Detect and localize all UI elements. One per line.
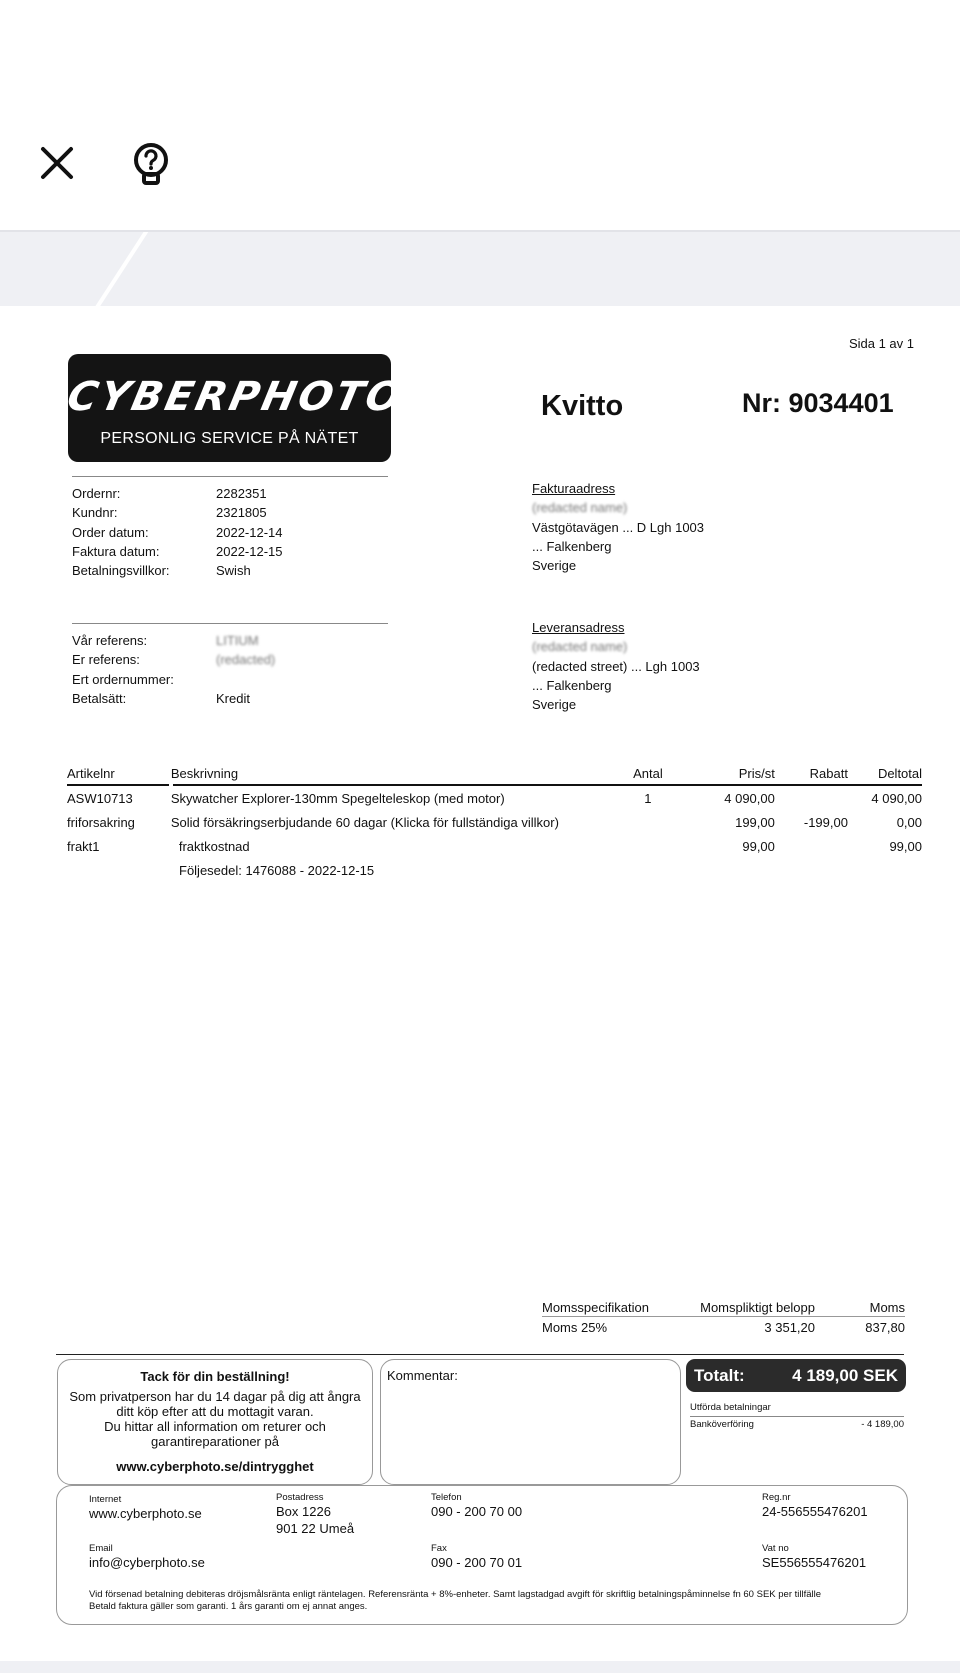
col-unit-price: Pris/st (738, 766, 775, 781)
cell-description: fraktkostnad (178, 838, 250, 854)
info-row-your-reference (72, 650, 388, 669)
document-number: Nr: 9034401 (742, 388, 894, 418)
receipt-document (0, 306, 960, 1661)
vat-specification (542, 1298, 905, 1338)
legal-text (89, 1589, 821, 1613)
info-value: 2321805 (216, 505, 267, 521)
footer-label: Fax (431, 1543, 447, 1554)
footer-reg (762, 1492, 868, 1520)
vat-col-base: Momspliktigt belopp (700, 1299, 815, 1315)
items-table (67, 764, 922, 882)
footer-email (89, 1543, 205, 1571)
footer-fax (431, 1543, 522, 1571)
thanks-line: ditt köp efter att du mottagit varan. (116, 1404, 314, 1419)
cell-subtotal: 0,00 (896, 814, 923, 830)
reference-info (72, 623, 388, 708)
footer-value: SE556555476201 (762, 1555, 867, 1570)
info-label: Ordernr: (72, 486, 121, 501)
help-button[interactable] (130, 141, 172, 187)
vat-amount: 837,80 (865, 1320, 905, 1335)
vat-col-spec: Momsspecifikation (542, 1299, 649, 1315)
thanks-line: garantireparationer på (151, 1434, 279, 1449)
footer-value: 090 - 200 70 00 (431, 1504, 523, 1519)
legal-line: Vid försenad betalning debiteras dröjsmålsränta enligt räntelagen. Referensränta + 8%-enheter. Samt lagstadgad avgift för skriftlig betalningspåminnelse fn 60 SEK per tillfälle (89, 1589, 822, 1600)
info-label: Betalningsvillkor: (72, 563, 170, 579)
footer-phone (431, 1492, 522, 1520)
footer-value: 090 - 200 70 01 (431, 1555, 523, 1570)
cell-description: Skywatcher Explorer-130mm Spegelteleskop (med motor) (170, 790, 505, 806)
info-value: LITIUM (216, 633, 259, 648)
billing-address (532, 479, 704, 575)
billing-address-title: Fakturaadress (532, 481, 616, 496)
lightbulb-help-icon (130, 141, 172, 187)
info-row-invoice-date (72, 542, 388, 561)
footer-value[interactable]: info@cyberphoto.se (89, 1555, 205, 1570)
footer-postal (276, 1492, 354, 1537)
comment-box (380, 1359, 681, 1485)
payment-method: Banköverföring (690, 1419, 754, 1430)
vat-col-vat: Moms (869, 1299, 905, 1315)
vat-base: 3 351,20 (764, 1320, 815, 1335)
info-label: Vår referens: (72, 633, 148, 648)
thanks-title: Tack för din beställning! (140, 1369, 290, 1384)
address-line: (redacted street) ... Lgh 1003 (532, 658, 700, 674)
footer-label: Reg.nr (762, 1492, 791, 1503)
address-line: Västgötavägen ... D Lgh 1003 (532, 519, 705, 535)
cell-discount: -199,00 (803, 814, 848, 830)
footer-label: Internet (89, 1494, 122, 1505)
info-value: (redacted) (216, 652, 276, 668)
delivery-address (532, 618, 700, 714)
cell-article: friforsakring (67, 814, 135, 830)
footer-label: Telefon (431, 1492, 462, 1503)
comment-label: Kommentar: (387, 1368, 458, 1383)
info-row-our-reference (72, 631, 388, 650)
info-row-payment-method (72, 689, 388, 708)
info-label: Kundnr: (72, 505, 118, 521)
thanks-box (57, 1359, 373, 1485)
delivery-note: Följesedel: 1476088 - 2022-12-15 (179, 862, 375, 878)
company-logo (63, 354, 408, 462)
payments-made (690, 1402, 904, 1430)
payments-title: Utförda betalningar (690, 1402, 904, 1417)
payment-row (690, 1417, 904, 1430)
cell-unit-price: 99,00 (742, 838, 775, 854)
table-row (67, 786, 922, 810)
info-label: Er referens: (72, 652, 140, 668)
info-row-customer-nr (72, 503, 388, 522)
cell-quantity: 1 (644, 790, 652, 806)
thanks-line: Som privatperson har du 14 dagar på dig att ångra (69, 1389, 361, 1404)
close-icon (38, 144, 76, 182)
total-box (686, 1359, 906, 1392)
cell-description: Solid försäkringserbjudande 60 dagar (Klicka för fullständiga villkor) (170, 814, 559, 830)
col-article: Artikelnr (67, 766, 115, 781)
col-subtotal: Deltotal (877, 766, 923, 781)
header-divider-gap (169, 783, 173, 787)
viewer-background (0, 230, 960, 306)
info-label: Faktura datum: (72, 543, 160, 559)
thanks-body (58, 1389, 372, 1449)
footer-value[interactable]: www.cyberphoto.se (89, 1506, 202, 1521)
order-info (72, 476, 388, 580)
address-line: ... Falkenberg (532, 538, 612, 554)
address-line: Sverige (532, 697, 577, 713)
cell-unit-price: 4 090,00 (724, 790, 775, 806)
vat-spec: Moms 25% (542, 1320, 608, 1335)
vat-row (542, 1317, 905, 1338)
legal-line: Betald faktura gäller som garanti. 1 års garanti om ej annat anges. (89, 1601, 368, 1612)
info-value: Swish (216, 563, 251, 579)
divider (56, 1354, 904, 1355)
address-line: Sverige (532, 558, 577, 574)
info-value: 2282351 (216, 486, 267, 501)
logo-tagline: PERSONLIG SERVICE PÅ NÄTET (100, 430, 359, 447)
footer-label: Email (89, 1543, 113, 1554)
col-description: Beskrivning (170, 766, 239, 781)
info-label: Betalsätt: (72, 690, 127, 706)
page-indicator: Sida 1 av 1 (848, 336, 914, 351)
items-table-header (67, 764, 922, 786)
viewer-background-bottom (0, 1661, 960, 1673)
address-line: ... Falkenberg (532, 677, 612, 693)
decorative-slash (90, 230, 153, 306)
cell-subtotal: 99,00 (889, 838, 922, 854)
document-type: Kvitto (541, 390, 624, 422)
total-label: Totalt: (694, 1365, 745, 1385)
footer-label: Postadress (276, 1492, 324, 1503)
table-row (67, 810, 922, 834)
info-label: Order datum: (72, 524, 149, 540)
delivery-note-row (67, 858, 922, 882)
address-line: (redacted name) (532, 500, 628, 516)
info-row-your-order-number (72, 670, 388, 689)
close-button[interactable] (38, 144, 76, 182)
info-value: 2022-12-14 (216, 524, 283, 540)
info-row-order-date (72, 523, 388, 542)
payment-amount: - 4 189,00 (861, 1419, 904, 1430)
col-quantity: Antal (633, 766, 663, 781)
info-row-payment-terms (72, 561, 388, 580)
thanks-line: Du hittar all information om returer och (104, 1419, 326, 1434)
info-value: 2022-12-15 (216, 543, 283, 559)
table-row (67, 834, 922, 858)
cell-article: ASW10713 (67, 790, 133, 806)
total-value: 4 189,00 SEK (792, 1365, 898, 1385)
vat-header (542, 1298, 905, 1317)
thanks-link[interactable]: www.cyberphoto.se/dintrygghet (116, 1459, 314, 1474)
info-label: Ert ordernummer: (72, 671, 174, 687)
cell-unit-price: 199,00 (735, 814, 775, 830)
footer-value: Box 1226 (276, 1504, 331, 1519)
logo-brand: CYBERPHOTO (63, 374, 408, 420)
company-footer (56, 1485, 908, 1625)
col-discount: Rabatt (809, 766, 848, 781)
cell-subtotal: 4 090,00 (871, 790, 923, 806)
footer-vat-no (762, 1543, 866, 1571)
cell-article: frakt1 (67, 838, 100, 854)
footer-label: Vat no (762, 1543, 789, 1554)
info-value: Kredit (216, 690, 250, 706)
delivery-address-title: Leveransadress (532, 620, 625, 635)
footer-internet (89, 1494, 202, 1522)
viewer-toolbar (0, 0, 960, 230)
footer-value: 901 22 Umeå (276, 1521, 355, 1536)
footer-value: 24-556555476201 (762, 1504, 868, 1519)
address-line: (redacted name) (532, 639, 628, 655)
info-row-order-nr (72, 484, 388, 503)
